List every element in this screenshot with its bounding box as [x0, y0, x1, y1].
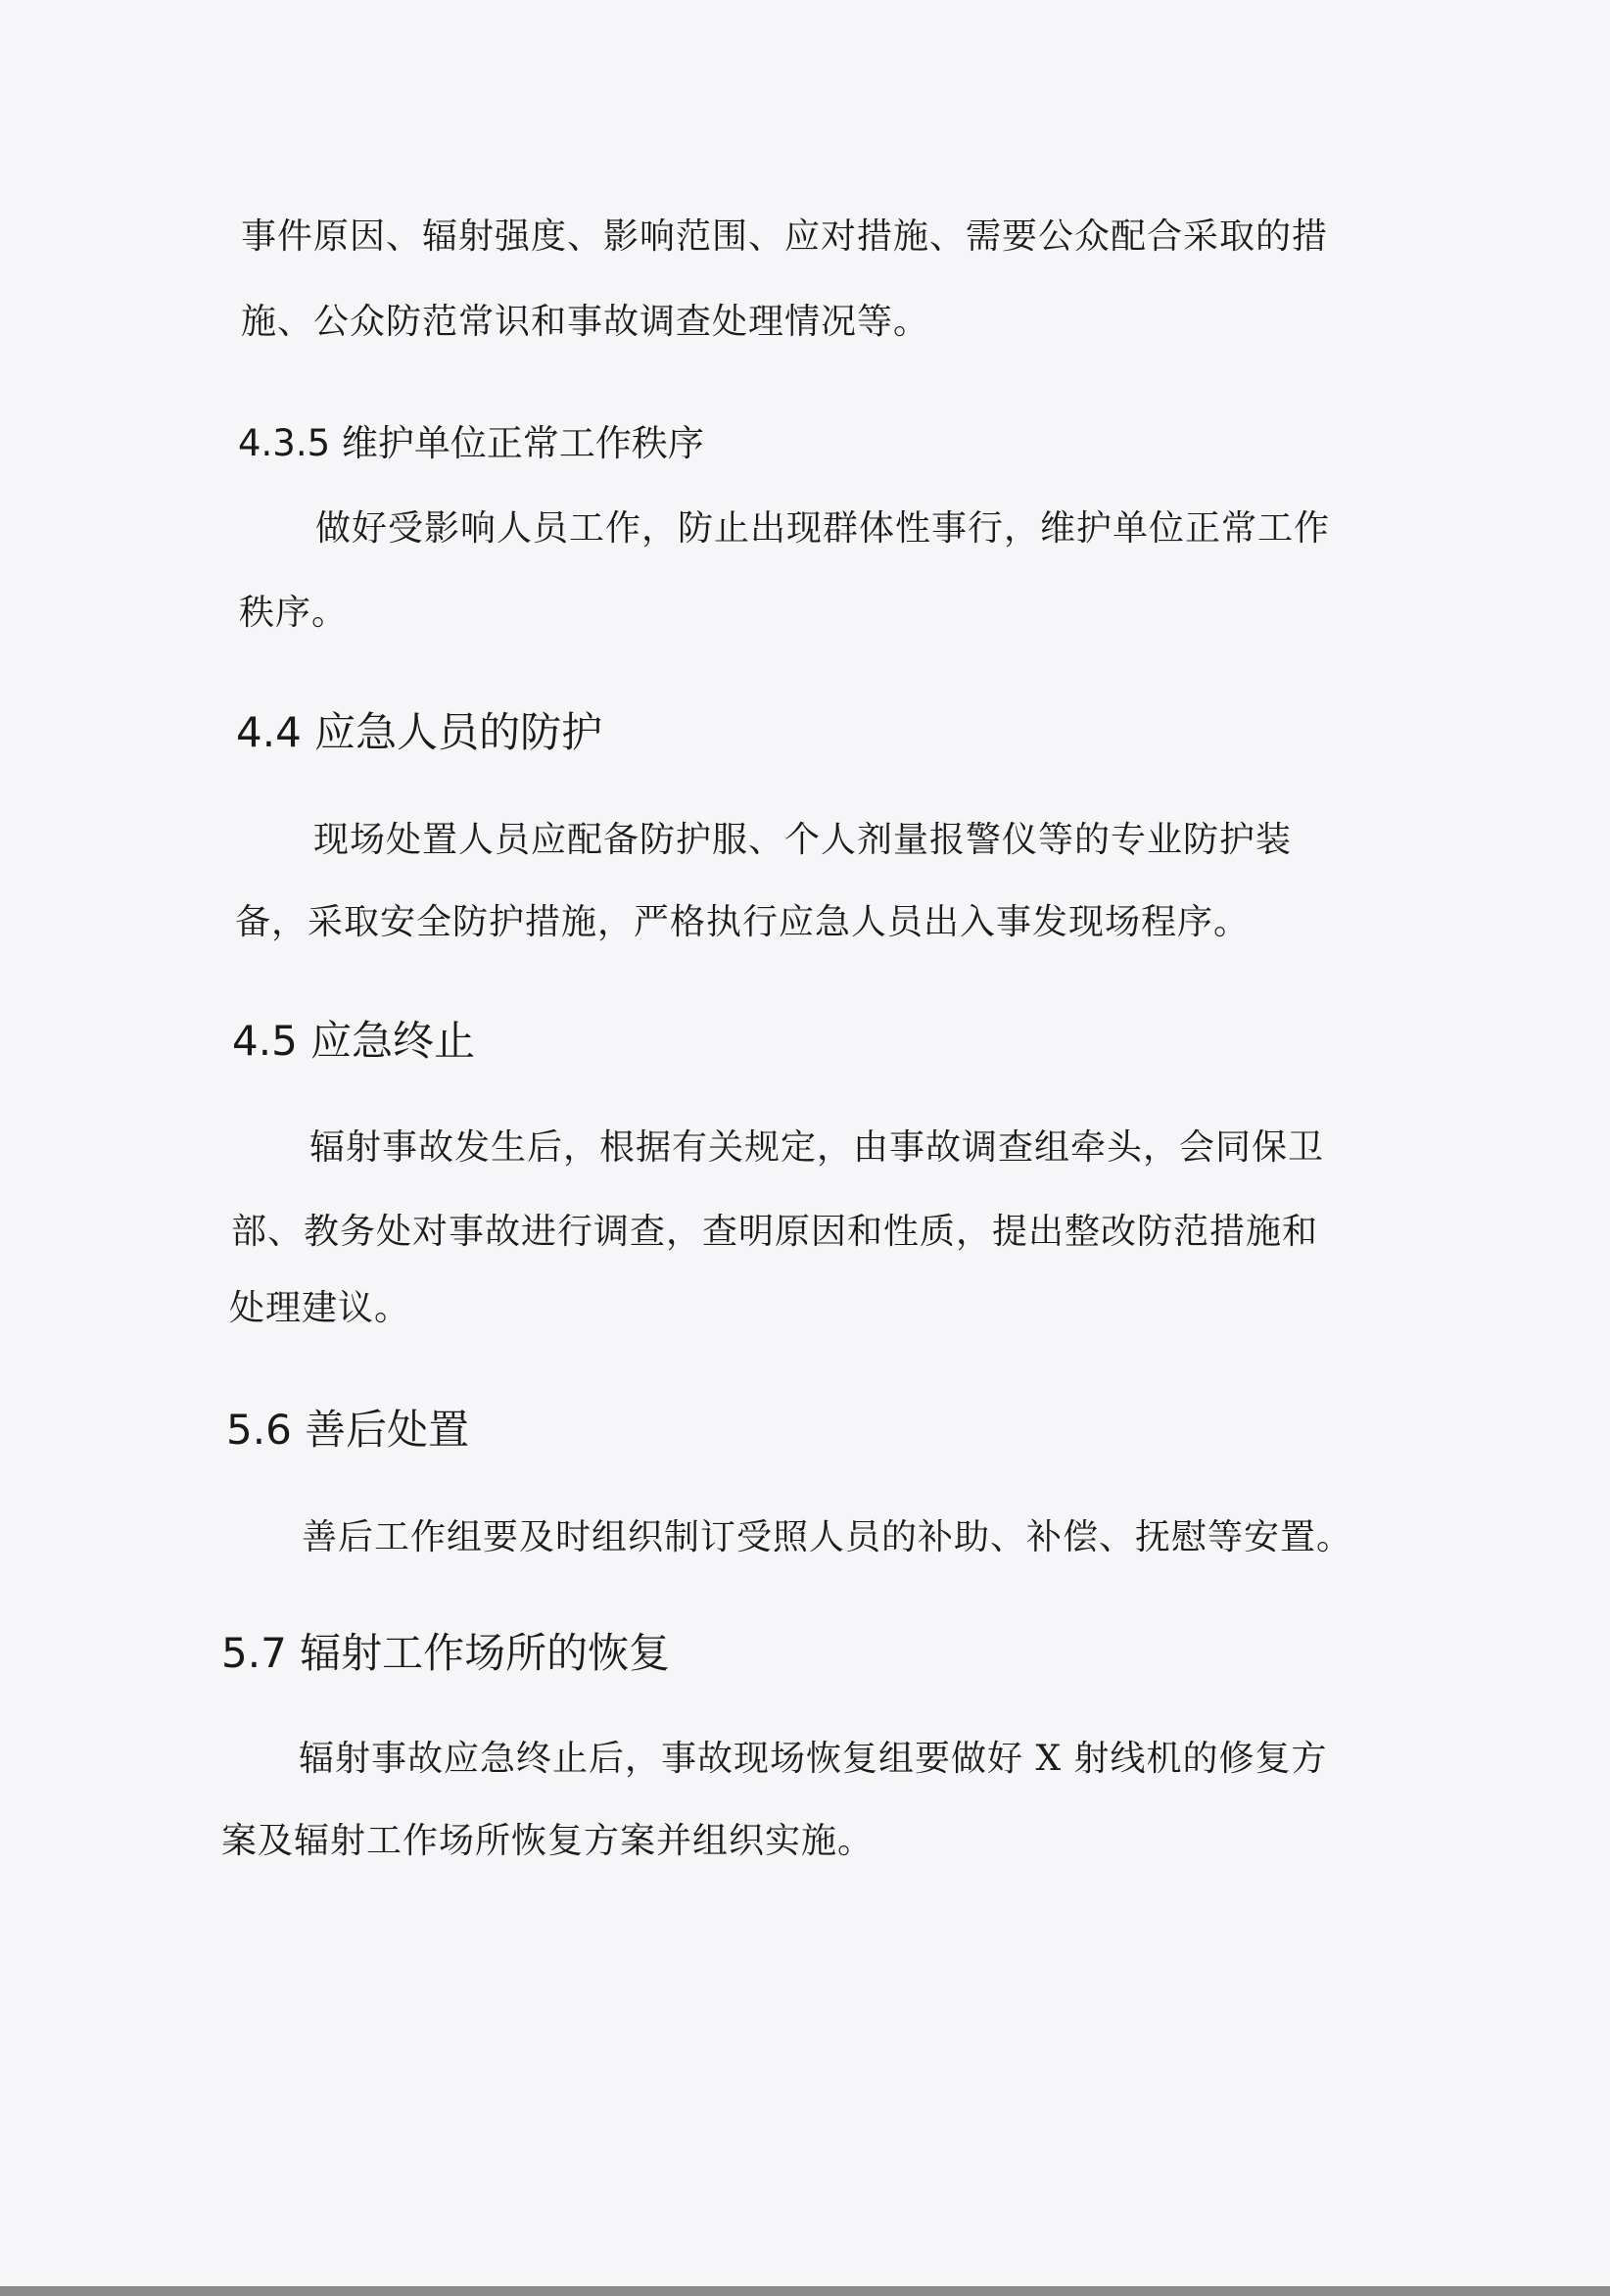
section-4-3-5-line-2: 秩序。 [239, 593, 349, 633]
section-5-6-title: 5.6 善后处置 [226, 1406, 470, 1454]
intro-line-1: 事件原因、辐射强度、影响范围、应对措施、需要公众配合采取的措 [241, 216, 1329, 257]
section-4-4-line-1: 现场处置人员应配备防护服、个人剂量报警仪等的专业防护装 [313, 820, 1293, 860]
section-4-3-5-title: 4.3.5 维护单位正常工作秩序 [238, 422, 704, 464]
section-4-5-title: 4.5 应急终止 [232, 1017, 476, 1065]
section-5-7-title: 5.7 辐射工作场所的恢复 [221, 1629, 671, 1677]
section-4-4-line-2: 备，采取安全防护措施，严格执行应急人员出入事发现场程序。 [235, 902, 1251, 942]
scan-bottom-edge [0, 2286, 1610, 2296]
section-4-5-line-2: 部、教务处对事故进行调查，查明原因和性质，提出整改防范措施和 [231, 1212, 1319, 1252]
section-4-4-title: 4.4 应急人员的防护 [236, 708, 603, 756]
section-5-7-line-2: 案及辐射工作场所恢复方案并组织实施。 [221, 1821, 875, 1861]
section-4-3-5-line-1: 做好受影响人员工作，防止出现群体性事行，维护单位正常工作 [315, 508, 1331, 549]
section-5-7-line-1: 辐射事故应急终止后，事故现场恢复组要做好 X 射线机的修复方 [299, 1739, 1328, 1779]
intro-line-2: 施、公众防范常识和事故调查处理情况等。 [241, 302, 930, 342]
section-5-6-line-1: 善后工作组要及时组织制订受照人员的补助、补偿、抚慰等安置。 [302, 1517, 1353, 1557]
section-4-5-line-3: 处理建议。 [229, 1288, 411, 1328]
section-4-5-line-1: 辐射事故发生后，根据有关规定，由事故调查组牵头，会同保卫 [309, 1127, 1325, 1168]
